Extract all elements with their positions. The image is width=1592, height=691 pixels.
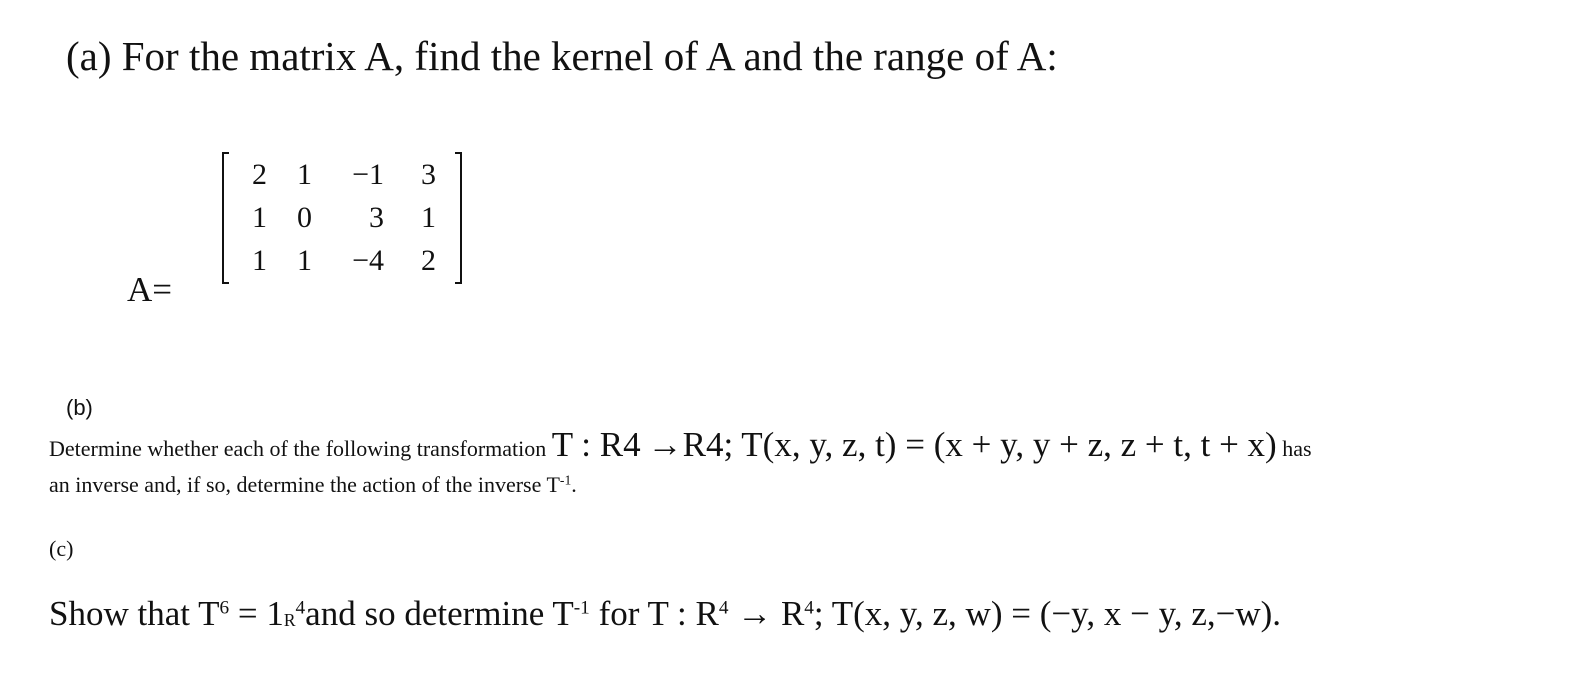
part-c-text-segment: for T : R <box>589 594 719 633</box>
part-c-label: (c) <box>49 536 74 561</box>
matrix-cell: 0 <box>297 201 312 234</box>
matrix-cell: 1 <box>252 201 267 234</box>
part-c-text-segment: and so determine T <box>305 594 574 633</box>
matrix-cell: −1 <box>352 158 384 191</box>
part-a-question: (a) For the matrix A, find the kernel of A and the range of A: <box>66 33 1058 79</box>
matrix-cell: 1 <box>297 158 312 191</box>
matrix-right-bracket <box>455 152 462 284</box>
matrix-cell: 3 <box>421 158 436 191</box>
part-b-formula: T : R4 →R4; T(x, y, z, t) = (x + y, y + z, z + t, t + x) <box>551 425 1277 464</box>
part-b-label: (b) <box>66 395 93 420</box>
codomain-superscript: 4 <box>804 597 814 619</box>
part-c-question <box>49 596 1281 631</box>
part-c-text-segment: = 1 <box>229 594 284 633</box>
matrix-cell: −4 <box>352 244 384 277</box>
part-b-lead-text: Determine whether each of the following transformation <box>49 436 552 461</box>
part-b-question-line-2 <box>49 474 577 496</box>
matrix-cell: 1 <box>252 244 267 277</box>
matrix-label: A= <box>127 270 173 309</box>
part-b-question-line-1 <box>49 427 1312 462</box>
domain-superscript: 4 <box>718 597 729 619</box>
matrix-cell: 3 <box>369 201 384 234</box>
part-c-text-segment: ; T(x, y, z, w) = (−y, x − y, z,−w). <box>813 594 1282 633</box>
part-c-text-segment: → R <box>728 594 805 633</box>
power-superscript: 6 <box>219 597 230 619</box>
part-c-text-segment: Show that T <box>49 594 220 633</box>
matrix-a <box>222 152 462 284</box>
matrix-cell: 1 <box>297 244 312 277</box>
part-b-line2-end: . <box>571 472 577 497</box>
matrix-cell: 2 <box>252 158 267 191</box>
matrix-cell: 2 <box>421 244 436 277</box>
part-b-line2-text: an inverse and, if so, determine the action of the inverse T <box>49 472 560 497</box>
part-b-tail-text: has <box>1276 436 1312 461</box>
inverse-superscript: -1 <box>573 597 590 619</box>
matrix-cell: 1 <box>421 201 436 234</box>
inverse-superscript: -1 <box>559 472 572 488</box>
identity-subscript: R <box>283 609 296 630</box>
identity-superscript: 4 <box>295 597 306 619</box>
